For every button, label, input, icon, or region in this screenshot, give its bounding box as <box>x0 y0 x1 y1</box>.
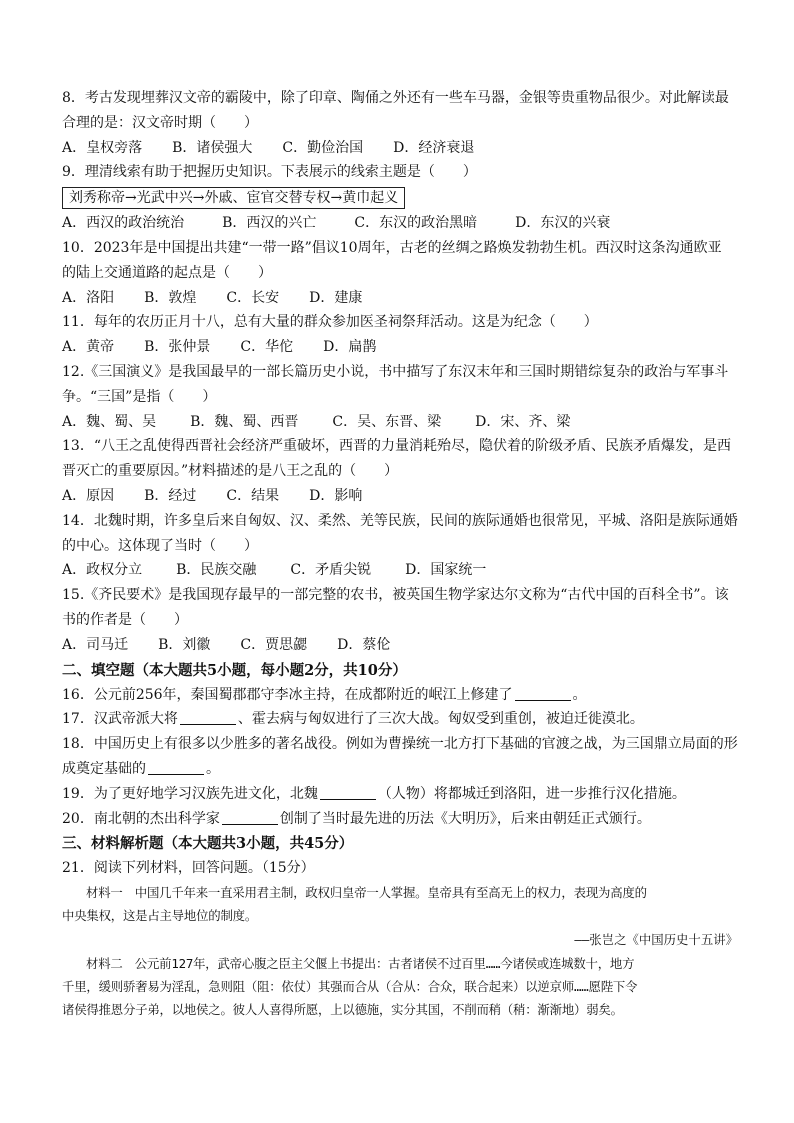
question-text: 8．考古发现埋葬汉文帝的霸陵中，除了印章、陶俑之外还有一些车马器，金银等贵重物品很少。对此解读最 <box>62 90 729 106</box>
options-row <box>62 286 738 311</box>
question-17 <box>62 707 738 732</box>
question-text: 晋灭亡的重要原因。”材料描述的是八王之乱的（ ） <box>62 463 399 480</box>
answer-blank[interactable] <box>320 785 376 800</box>
question-16 <box>62 683 738 708</box>
question-19 <box>62 782 738 807</box>
question-text: 10．2023年是中国提出共建“一带一路”倡议10周年，古老的丝绸之路焕发勃勃生机。西汉时这条沟通欧亚 <box>62 239 722 256</box>
question-text: 的陆上交通道路的起点是（ ） <box>62 264 272 281</box>
question-text: （人物）将都城迁到洛阳，进一步推行汉化措施。 <box>377 785 686 802</box>
question-text: 争。“三国”是指（ ） <box>62 388 217 405</box>
question-text: 、霍去病与匈奴进行了三次大战。匈奴受到重创，被迫迁徙漠北。 <box>237 711 644 728</box>
question-text: 。 <box>572 686 587 703</box>
answer-blank[interactable] <box>148 760 204 775</box>
material-text: 中央集权，这是占主导地位的制度。 <box>62 908 258 924</box>
option-d[interactable]: D．建康 <box>309 289 363 306</box>
question-text: 16．公元前256年，秦国蜀郡郡守李冰主持，在成都附近的岷江上修建了 <box>62 686 513 703</box>
option-c[interactable]: C．吴、东晋、梁 <box>332 413 442 430</box>
question-text: 15.《齐民要术》是我国现存最早的一部完整的农书，被英国生物学家达尔文称为“古代中国的百科全书”。该 <box>62 587 729 604</box>
option-c[interactable]: C．贾思勰 <box>240 636 308 653</box>
option-a[interactable]: A．司马迁 <box>62 636 129 653</box>
question-text: 的中心。这体现了当时（ ） <box>62 537 258 554</box>
options-row <box>62 410 738 435</box>
material-text: 诸侯得推恩分子弟，以地侯之。彼人人喜得所愿，上以德施，实分其国，不削而稍（稍：渐渐地）弱矣。 <box>62 1002 623 1018</box>
section-heading: 三、材料解析题（本大题共3小题，共45分） <box>62 835 354 853</box>
option-d[interactable]: D．国家统一 <box>405 562 487 579</box>
option-b[interactable]: B．敦煌 <box>144 289 197 306</box>
question-21 <box>62 856 738 1021</box>
material-text: 材料二 公元前127年，武帝心腹之臣主父偃上书提出：古者诸侯不过百里……今诸侯或连城数十，地方 <box>86 956 635 972</box>
material-text: 材料一 中国几千年来一直采用君主制，政权归皇帝一人掌握。皇帝具有至高无上的权力，表现为高度的 <box>86 885 647 901</box>
question-8 <box>62 86 738 160</box>
option-b[interactable]: B．西汉的兴亡 <box>222 215 317 232</box>
question-15 <box>62 583 738 657</box>
question-text: 18．中国历史上有很多以少胜多的著名战役。例如为曹操统一北方打下基础的官渡之战，为三国鼎立局面的形 <box>62 736 738 753</box>
question-12 <box>62 360 738 434</box>
question-text: 21．阅读下列材料，回答问题。（15分） <box>62 860 315 877</box>
option-a[interactable]: A．政权分立 <box>62 562 143 579</box>
option-c[interactable]: C．华佗 <box>240 339 294 356</box>
option-c[interactable]: C．矛盾尖锐 <box>290 562 372 579</box>
section-heading: 二、填空题（本大题共5小题，每小题2分，共10分） <box>62 661 407 679</box>
question-9 <box>62 160 738 236</box>
options-row <box>62 484 738 509</box>
question-text: 13．“八王之乱使得西晋社会经济严重破坏，西晋的力量消耗殆尽，隐伏着的阶级矛盾、民族矛盾爆发，是西 <box>62 438 731 455</box>
options-row <box>62 211 738 236</box>
option-d[interactable]: D．东汉的兴衰 <box>515 215 611 232</box>
option-c[interactable]: C．长安 <box>226 289 280 306</box>
options-row <box>62 136 738 161</box>
question-text: 12.《三国演义》是我国最早的一部长篇历史小说，书中描写了东汉末年和三国时期错综复杂的政治与军事斗 <box>62 363 729 380</box>
question-11 <box>62 310 738 360</box>
option-a[interactable]: A．原因 <box>62 487 115 504</box>
question-text: 9．理清线索有助于把握历史知识。下表展示的线索主题是（ ） <box>62 164 477 181</box>
question-text: 合理的是：汉文帝时期（ ） <box>62 114 258 131</box>
option-b[interactable]: B．诸侯强大 <box>172 139 253 156</box>
option-a[interactable]: A．魏、蜀、吴 <box>62 413 157 430</box>
option-d[interactable]: D．扁鹊 <box>323 339 377 356</box>
option-a[interactable]: A．西汉的政治统治 <box>62 215 185 232</box>
option-c[interactable]: C．东汉的政治黑暗 <box>354 215 478 232</box>
option-b[interactable]: B．张仲景 <box>144 339 211 356</box>
option-c[interactable]: C．勤俭治国 <box>282 139 364 156</box>
question-10 <box>62 236 738 310</box>
clue-box: 刘秀称帝→光武中兴→外戚、宦官交替专权→黄巾起义 <box>62 187 405 209</box>
option-b[interactable]: B．经过 <box>144 487 197 504</box>
question-text: 11．每年的农历正月十八，总有大量的群众参加医圣祠祭拜活动。这是为纪念（ ） <box>62 314 598 331</box>
option-a[interactable]: A．洛阳 <box>62 289 115 306</box>
option-d[interactable]: D．宋、齐、梁 <box>475 413 571 430</box>
material-text: 千里，缓则骄奢易为淫乱，急则阻（阻：依仗）其强而合从（合从：合众，联合起来）以逆京师……愿陛下令 <box>62 979 638 995</box>
options-row <box>62 558 738 583</box>
question-text: 书的作者是（ ） <box>62 611 188 628</box>
material-source: ——张岂之《中国历史十五讲》 <box>574 932 738 948</box>
option-d[interactable]: D．蔡伦 <box>337 636 391 653</box>
question-text: 17．汉武帝派大将 <box>62 711 178 728</box>
question-20 <box>62 807 738 832</box>
answer-blank[interactable] <box>180 710 236 725</box>
option-a[interactable]: A．黄帝 <box>62 339 115 356</box>
options-row <box>62 335 738 360</box>
option-d[interactable]: D．经济衰退 <box>393 139 475 156</box>
answer-blank[interactable] <box>222 810 278 825</box>
question-13 <box>62 434 738 508</box>
option-b[interactable]: B．魏、蜀、西晋 <box>190 413 299 430</box>
question-text: 成奠定基础的 <box>62 760 146 777</box>
options-row <box>62 633 738 658</box>
question-text: 20．南北朝的杰出科学家 <box>62 810 220 827</box>
question-text: 创制了当时最先进的历法《大明历》，后来由朝廷正式颁行。 <box>279 810 651 827</box>
option-a[interactable]: A．皇权旁落 <box>62 139 143 156</box>
option-d[interactable]: D．影响 <box>309 487 363 504</box>
answer-blank[interactable] <box>515 686 571 701</box>
question-18 <box>62 732 738 782</box>
option-b[interactable]: B．民族交融 <box>176 562 257 579</box>
question-text: 。 <box>206 760 220 777</box>
question-text: 19．为了更好地学习汉族先进文化，北魏 <box>62 785 318 802</box>
question-text: 14．北魏时期，许多皇后来自匈奴、汉、柔然、羌等民族，民间的族际通婚也很常见，平城、洛阳是族际通婚 <box>62 512 738 529</box>
option-b[interactable]: B．刘徽 <box>158 636 211 653</box>
option-c[interactable]: C．结果 <box>226 487 280 504</box>
exam-page <box>62 86 738 1021</box>
question-14 <box>62 509 738 583</box>
